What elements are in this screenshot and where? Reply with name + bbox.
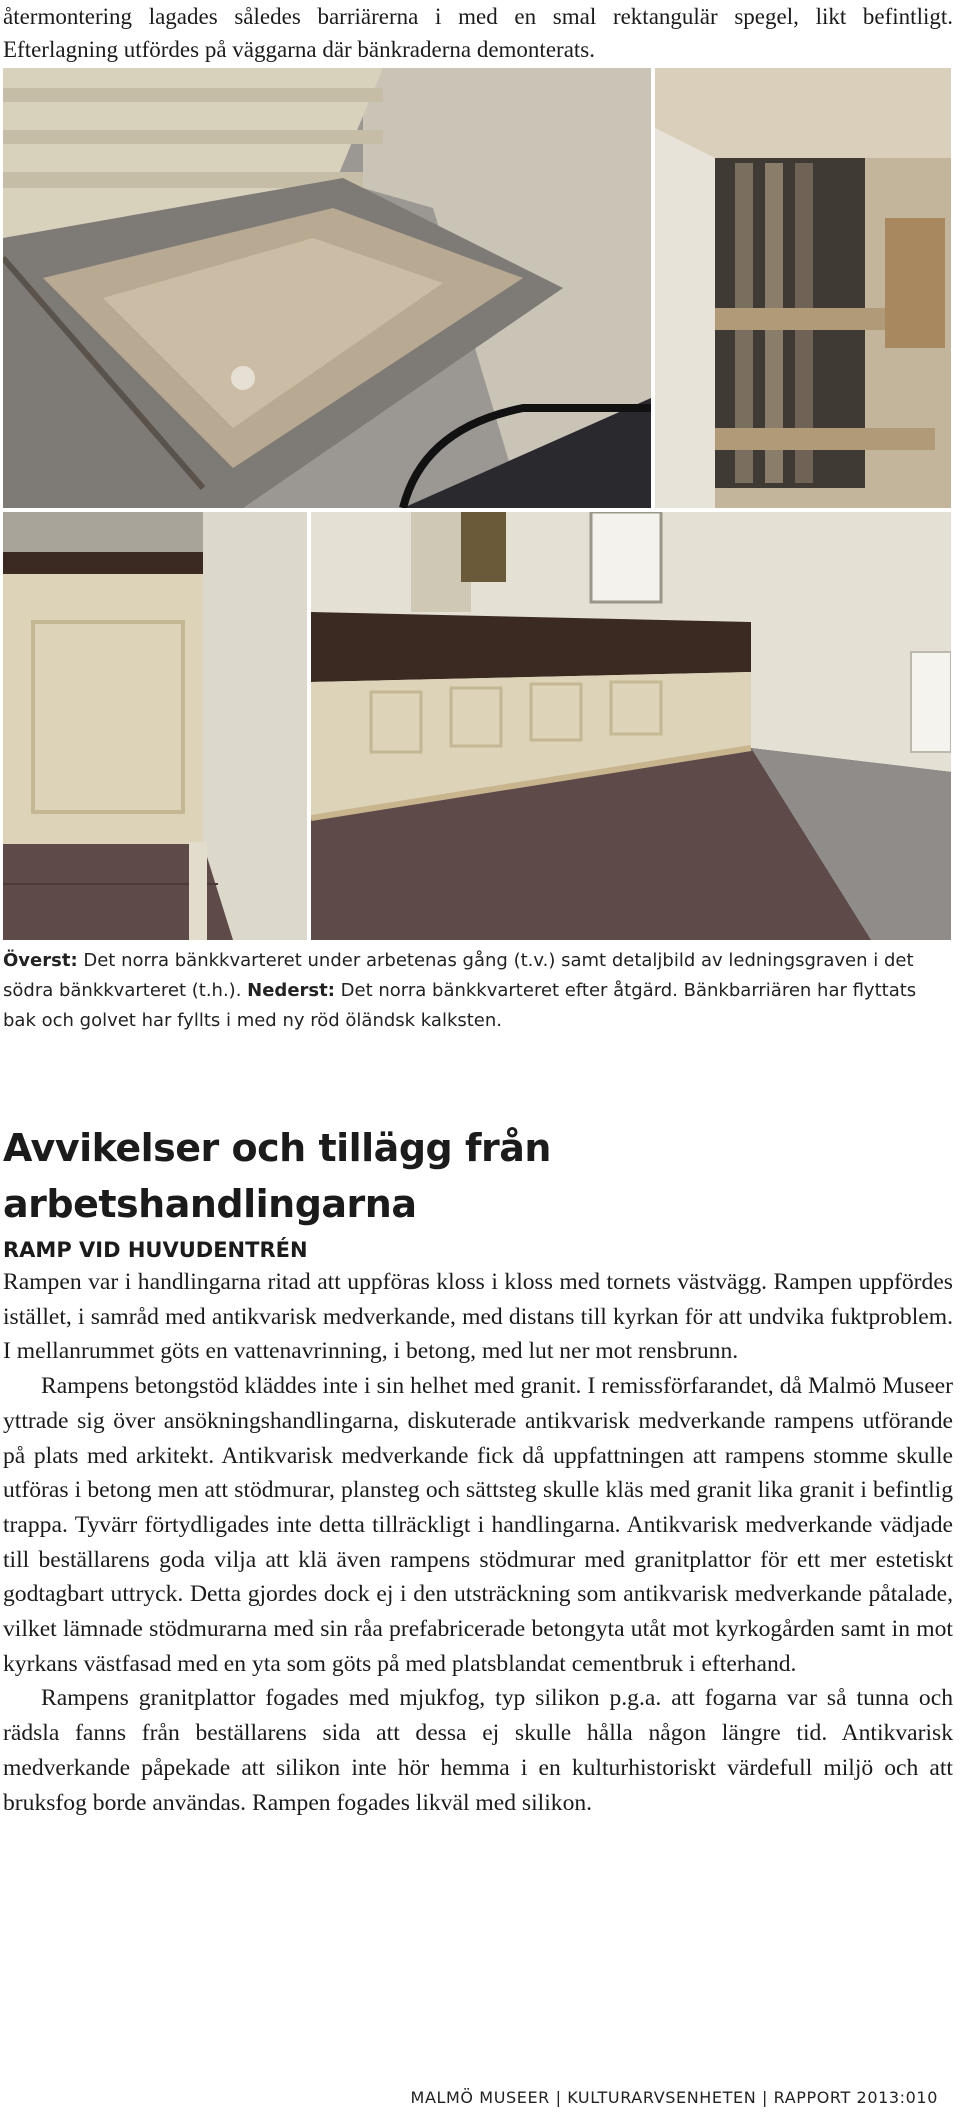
- caption-text-bottom: Det norra bänkkvarteret efter åtgärd. Bänkbarriären har flyttats bak och golvet har fyllts i med ny röd öländsk kalksten.: [3, 980, 917, 1031]
- section-heading: Avvikelser och tillägg från arbetshandlingarna: [3, 1126, 551, 1226]
- caption-label-bottom: Nederst:: [247, 980, 335, 1001]
- photo-cable-trench-detail: [655, 68, 951, 508]
- body-paragraph: Rampens betongstöd kläddes inte i sin helhet med granit. I remissförfarandet, då Malmö Museer yttrade sig över ansökningshandlingarna, diskuterade antikvarisk medverkande rampens utförande på plats med arkitekt. Antikvarisk medverkande fick då uppfattningen att rampens stomme skulle utföras i betong men att stödmurar, plansteg och sättsteg skulle kläs med granit lika granit i befintlig trappa. Tyvärr förtydligades inte detta tillräckligt i handlingarna. Antikvarisk medverkande vädjade till beställarens goda vilja att klä även rampens stödmurar med granitplattor för ett mer estetiskt godtagbart uttryck. Detta gjordes dock ej i den utsträckning som antikvarisk medverkande påtalade, vilket lämnade stödmurarna med sin råa prefabricerade betongyta utåt mot kyrkogården samt in mot kyrkans västfasad med en yta som göts på med platsblandat cementbruk i efterhand.: [3, 1373, 953, 1677]
- photo-trench-illustration: [655, 68, 951, 508]
- page-footer: MALMÖ MUSEER | KULTURARVSENHETEN | RAPPORT 2013:010: [410, 2088, 938, 2107]
- photo-barrier-corner-after: [3, 512, 307, 940]
- photo-pew-block-during-work: [3, 68, 651, 508]
- photo-corner-illustration: [3, 512, 307, 940]
- subsection-heading: RAMP VID HUVUDENTRÉN: [3, 1238, 308, 1262]
- body-text: [3, 1265, 953, 1820]
- body-paragraph: Rampen var i handlingarna ritad att uppföras kloss i kloss med tornets västvägg. Rampen uppfördes istället, i samråd med antikvarisk medverkande, med distans till kyrkan för att undvika fuktproblem. I mellanrummet göts en vattenavrinning, i betong, med lut ner mot rensbrunn.: [3, 1269, 953, 1365]
- photo-caption: [3, 946, 953, 1036]
- photo-pew-excavation-illustration: [3, 68, 651, 508]
- lead-paragraph: återmontering lagades således barriärerna i med en smal rektangulär spegel, likt befintligt. Efterlagning utfördes på väggarna där bänkraderna demonterats.: [3, 4, 953, 62]
- photo-after-illustration: [311, 512, 951, 940]
- photo-pew-block-after: [311, 512, 951, 940]
- body-paragraph: Rampens granitplattor fogades med mjukfog, typ silikon p.g.a. att fogarna var så tunna och rädsla fanns från beställarens sida att dessa ej skulle hålla någon längre tid. Antikvarisk medverkande påpekade att silikon inte hör hemma i en kulturhistoriskt värdefull miljö och att bruksfog borde användas. Rampen fogades likväl med silikon.: [3, 1685, 953, 1816]
- caption-text-top: Det norra bänkkvarteret under arbetenas gång (t.v.) samt detaljbild av ledningsgraven i det södra bänkkvarteret (t.h.).: [3, 950, 914, 1001]
- caption-label-top: Överst:: [3, 950, 78, 971]
